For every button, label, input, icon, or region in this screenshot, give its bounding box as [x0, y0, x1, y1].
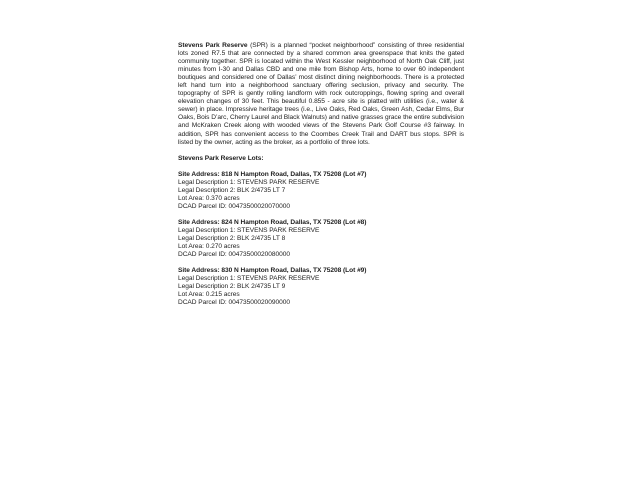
lot-parcel-id: DCAD Parcel ID: 00473500020070000	[178, 202, 290, 210]
lot-site-address: Site Address: 824 N Hampton Road, Dallas, TX 75208 (Lot #8)	[178, 218, 367, 226]
lot-entry-7	[178, 171, 464, 211]
lot-parcel-id: DCAD Parcel ID: 00473500020090000	[178, 299, 290, 307]
lot-area: Lot Area: 0.270 acres	[178, 243, 240, 251]
lot-legal-description-2: Legal Description 2: BLK 2/4735 LT 7	[178, 186, 286, 194]
lot-site-address: Site Address: 818 N Hampton Road, Dallas, TX 75208 (Lot #7)	[178, 170, 367, 178]
lot-legal-description-1: Legal Description 1: STEVENS PARK RESERVE	[178, 226, 320, 234]
lot-legal-description-2: Legal Description 2: BLK 2/4735 LT 9	[178, 283, 286, 291]
lot-legal-description-2: Legal Description 2: BLK 2/4735 LT 8	[178, 234, 286, 242]
lot-legal-description-1: Legal Description 1: STEVENS PARK RESERVE	[178, 178, 320, 186]
lot-entry-9	[178, 267, 464, 307]
intro-paragraph	[178, 42, 464, 147]
lot-area: Lot Area: 0.215 acres	[178, 291, 240, 299]
intro-body-text: (SPR) is a planned “pocket neighborhood” consisting of three residential lots zoned R7.5 that are connected by a shared common area greenspace that knits the gated community together. SPR is located within the West Kessler neighborhood of North Oak Cliff, just minutes from I-30 and Dallas CBD and one mile from Bishop Arts, home to over 60 independent boutiques and considered one of Dallas’ most distinct dining neighborhoods. There is a protected left hand turn into a neighborhood sanctuary offering seclusion, privacy and security. The topography of SPR is gently rolling landform with rock outcroppings, flowing spring and overall elevation changes of 30 feet. This beautiful 0.855 - acre site is platted with utilities (i.e., water & sewer) in place. Impressive heritage trees (i.e., Live Oaks, Red Oaks, Green Ash, Cedar Elms, Bur Oaks, Bois D’arc, Cherry Laurel and Black Walnuts) and native grasses grace the entire subdivision and McKraken Creek along with wooded views of the Stevens Park Golf Course #3 fairway. In addition, SPR has convenient access to the Coombes Creek Trail and DART bus stops. SPR is listed by the owner, acting as the broker, as a portfolio of three lots.	[178, 42, 464, 146]
lots-heading: Stevens Park Reserve Lots:	[178, 154, 264, 162]
document-page	[178, 42, 464, 307]
lot-site-address: Site Address: 830 N Hampton Road, Dallas, TX 75208 (Lot #9)	[178, 267, 367, 275]
intro-property-name: Stevens Park Reserve	[178, 42, 248, 49]
lot-legal-description-1: Legal Description 1: STEVENS PARK RESERVE	[178, 275, 320, 283]
lot-entry-8	[178, 219, 464, 259]
lot-parcel-id: DCAD Parcel ID: 00473500020080000	[178, 251, 290, 259]
lot-area: Lot Area: 0.370 acres	[178, 194, 240, 202]
